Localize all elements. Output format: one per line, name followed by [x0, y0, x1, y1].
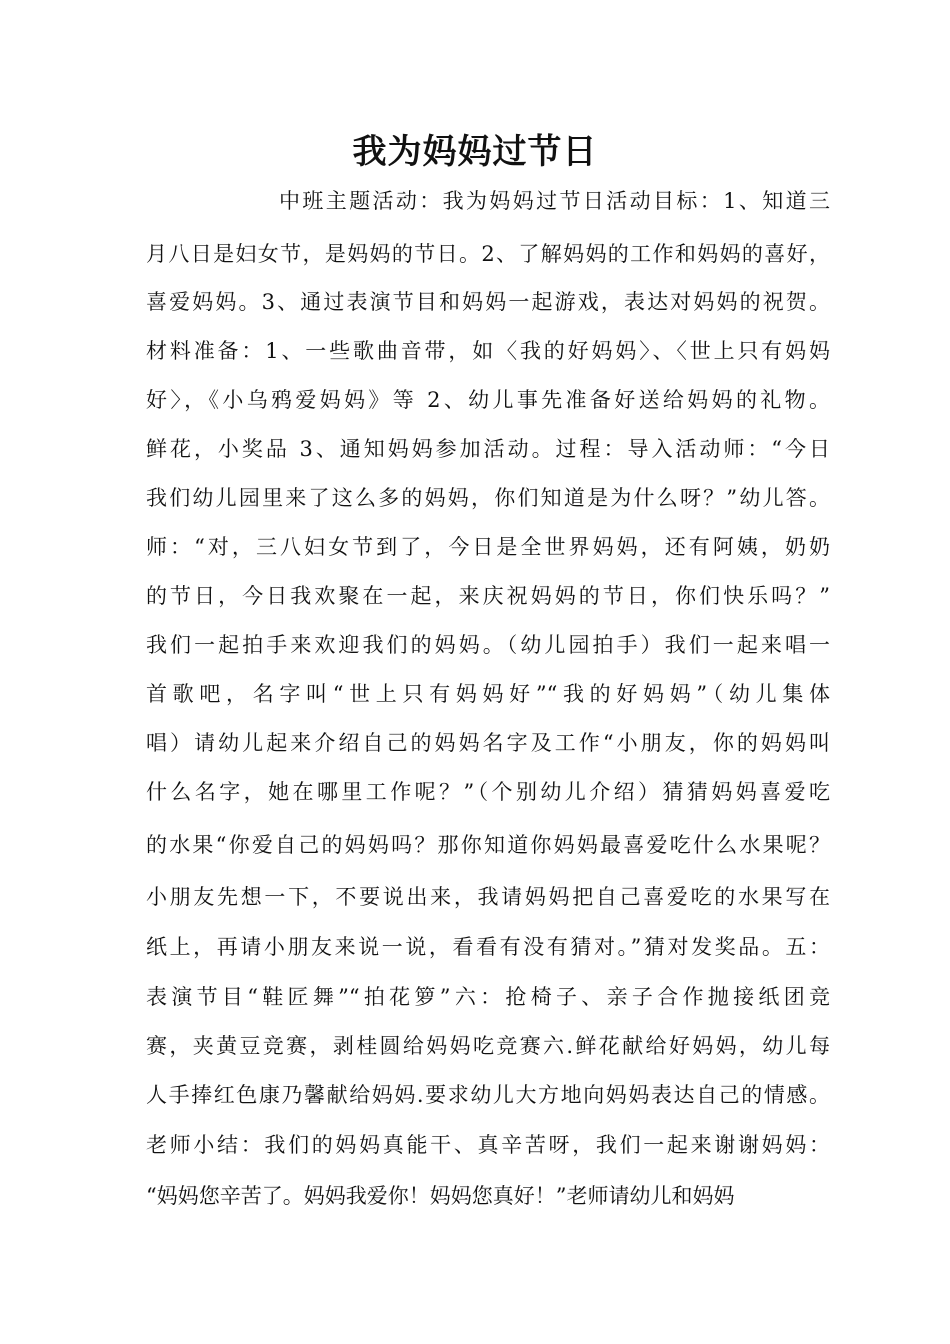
body-line-4: 材料准备：1、一些歌曲音带，如〈我的好妈妈〉、〈世上只有妈妈: [146, 339, 830, 363]
body-line-12: 唱）请幼儿起来介绍自己的妈妈名字及工作“小朋友，你的妈妈叫: [146, 731, 830, 755]
body-line-14: 的水果“你爱自己的妈妈吗？那你知道你妈妈最喜爱吃什么水果呢？: [146, 833, 830, 857]
body-line-18: 赛，夹黄豆竞赛，剥桂圆给妈妈吃竞赛六.鲜花献给好妈妈，幼儿每: [146, 1034, 830, 1058]
body-line-11: 首歌吧，名字叫“世上只有妈妈好”“我的好妈妈”（幼儿集体: [146, 682, 830, 706]
body-line-13: 什么名字，她在哪里工作呢？”（个别幼儿介绍）猜猜妈妈喜爱吃: [146, 780, 830, 804]
body-line-1: 中班主题活动：我为妈妈过节日活动目标：1、知道三: [279, 189, 830, 213]
body-line-6: 鲜花，小奖品 3、通知妈妈参加活动。过程：导入活动师：“今日: [146, 437, 830, 461]
body-line-17: 表演节目“鞋匠舞”“拍花箩”六：抢椅子、亲子合作抛接纸团竞: [146, 985, 830, 1009]
body-line-19: 人手捧红色康乃馨献给妈妈.要求幼儿大方地向妈妈表达自己的情感。: [146, 1083, 830, 1107]
body-line-15: 小朋友先想一下，不要说出来，我请妈妈把自己喜爱吃的水果写在: [146, 885, 830, 909]
body-line-8: 师：“对，三八妇女节到了，今日是全世界妈妈，还有阿姨，奶奶: [146, 535, 830, 559]
body-line-9: 的节日，今日我欢聚在一起，来庆祝妈妈的节日，你们快乐吗？”: [146, 584, 830, 608]
document-title: 我为妈妈过节日: [352, 132, 598, 172]
body-line-21: “妈妈您辛苦了。妈妈我爱你！妈妈您真好！”老师请幼儿和妈妈: [146, 1184, 735, 1208]
body-line-10: 我们一起拍手来欢迎我们的妈妈。（幼儿园拍手）我们一起来唱一: [146, 633, 830, 657]
body-line-20: 老师小结：我们的妈妈真能干、真辛苦呀，我们一起来谢谢妈妈：: [146, 1133, 830, 1157]
body-line-3: 喜爱妈妈。3、通过表演节目和妈妈一起游戏，表达对妈妈的祝贺。: [146, 290, 830, 314]
body-line-5: 好〉，《小乌鸦爱妈妈》等 2、幼儿事先准备好送给妈妈的礼物。: [146, 388, 830, 412]
body-line-16: 纸上，再请小朋友来说一说，看看有没有猜对。”猜对发奖品。五：: [146, 935, 830, 959]
body-line-2: 月八日是妇女节，是妈妈的节日。2、了解妈妈的工作和妈妈的喜好，: [146, 242, 830, 266]
body-line-7: 我们幼儿园里来了这么多的妈妈，你们知道是为什么呀？”幼儿答。: [146, 486, 830, 510]
